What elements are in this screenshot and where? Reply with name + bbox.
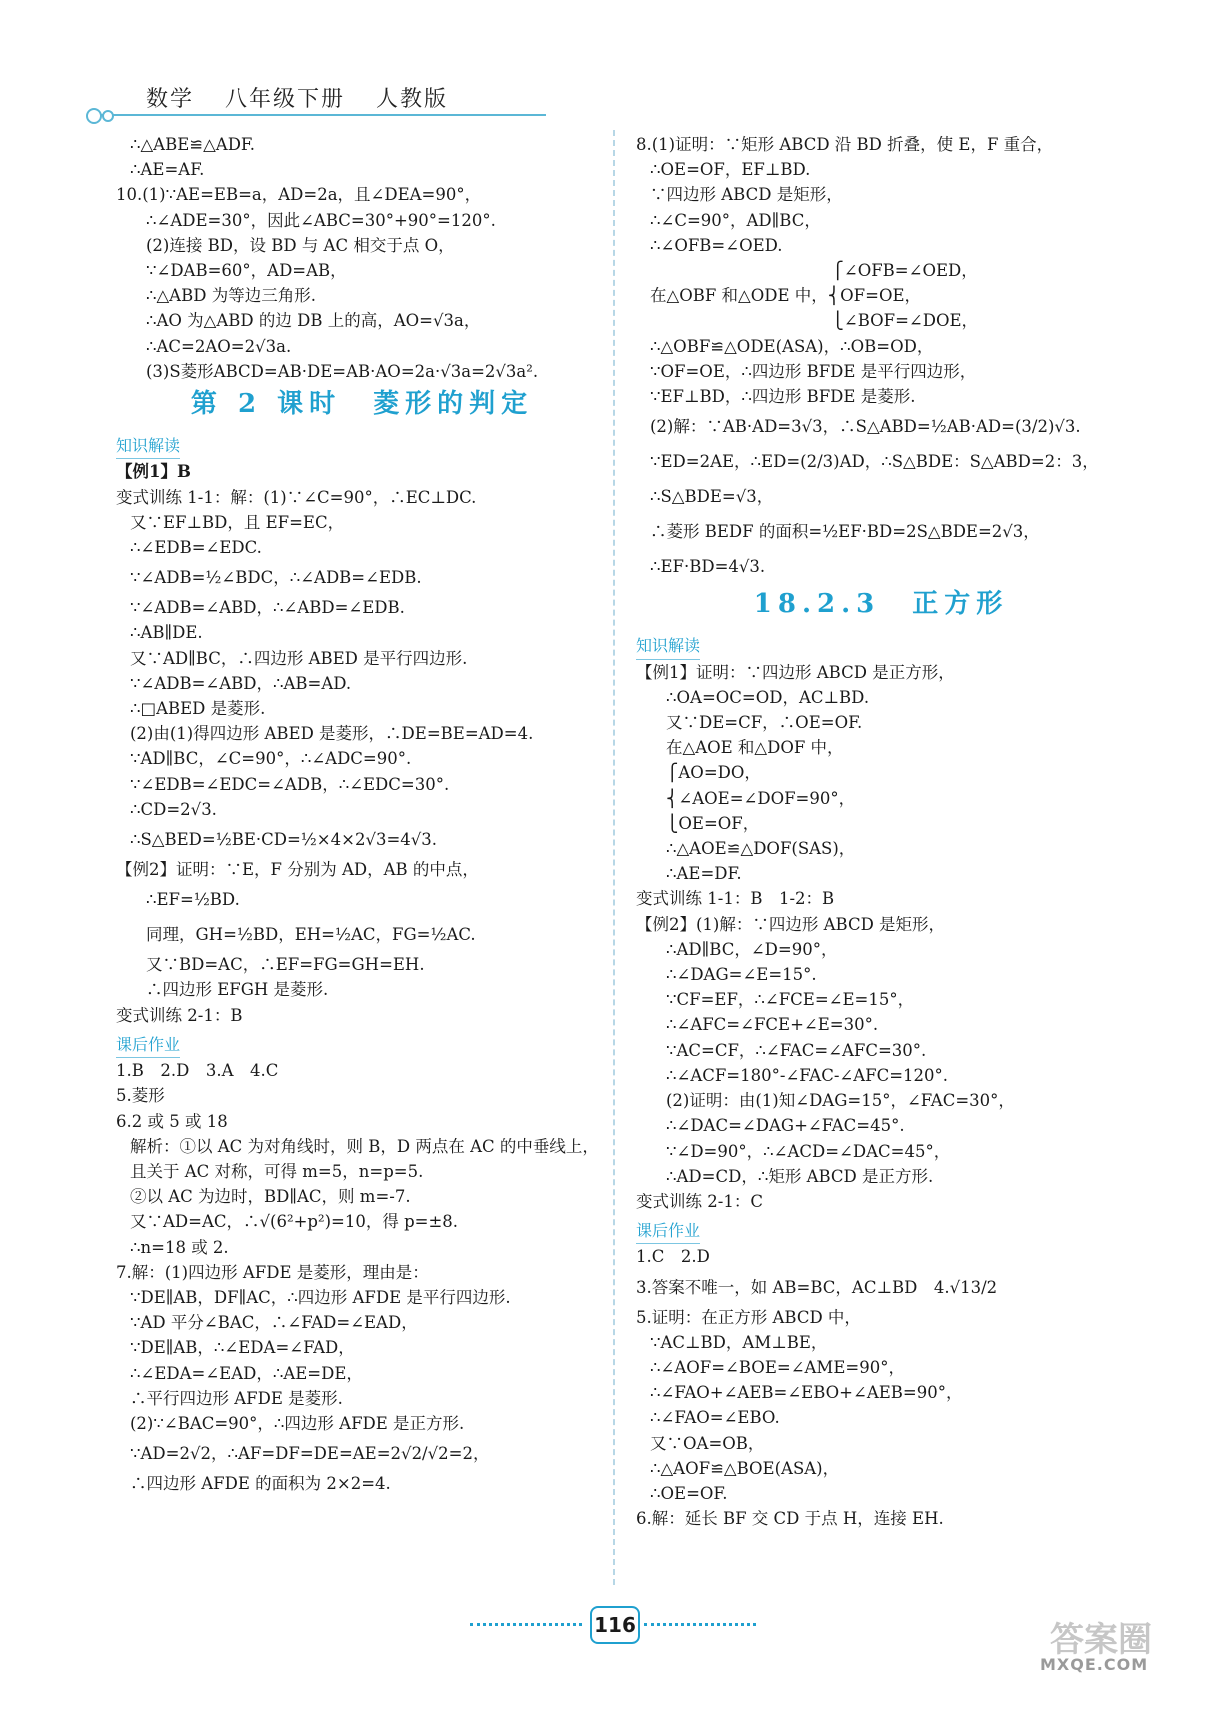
right-text-line: ∴菱形 BEDF 的面积=½EF·BD=2S△BDE=2√3，	[650, 522, 1040, 542]
left-text-line: 7.解：(1)四边形 AFDE 是菱形，理由是：	[116, 1262, 429, 1282]
left-text-line: 又∵BD=AC，∴EF=FG=GH=EH.	[146, 955, 425, 975]
left-text-line: ∴四边形 EFGH 是菱形.	[146, 980, 329, 1000]
header-rule	[96, 114, 546, 116]
right-text-line: ∴∠DAG=∠E=15°.	[666, 965, 817, 985]
right-section-title: 18.2.3 正方形	[753, 589, 1009, 620]
header-subject: 数学	[146, 87, 195, 112]
left-text-line: ∴∠EDA=∠EAD，∴AE=DE，	[130, 1363, 363, 1383]
left-text-line: ∴CD=2√3.	[130, 799, 217, 819]
right-text-line: ∴∠FAO=∠EBO.	[650, 1408, 780, 1428]
right-text-line: ∴∠OFB=∠OED.	[650, 235, 783, 255]
right-text-line: ∴△AOF≌△BOE(ASA)，	[650, 1458, 840, 1478]
right-text-line: ∴△AOE≌△DOF(SAS)，	[666, 839, 856, 859]
right-text-line: ∴∠DAC=∠DAG+∠FAC=45°.	[666, 1116, 905, 1136]
left-text-line: ∴△ABD 为等边三角形.	[146, 286, 316, 306]
page-number-dots-left	[470, 1623, 582, 1626]
right-text-line: ∴AD=CD，∴矩形 ABCD 是正方形.	[666, 1166, 934, 1186]
left-text-line: ∴∠ADE=30°，因此∠ABC=30°+90°=120°.	[146, 210, 496, 230]
left-text-line: ∵∠DAB=60°，AD=AB，	[146, 261, 347, 281]
right-text-line: ⎩OE=OF，	[666, 813, 760, 833]
right-text-line: ∵OF=OE，∴四边形 BFDE 是平行四边形，	[650, 361, 977, 381]
left-text-line: 又∵AD∥BC，∴四边形 ABED 是平行四边形.	[130, 648, 468, 668]
left-text-line: ∵DE∥AB，DF∥AC，∴四边形 AFDE 是平行四边形.	[130, 1287, 511, 1307]
left-text-line: 变式训练 2-1：B	[116, 1005, 243, 1025]
header-grade: 八年级下册	[225, 87, 346, 112]
left-text-line: ∵∠EDB=∠EDC=∠ADB，∴∠EDC=30°.	[130, 774, 450, 794]
right-text-line: 在△AOE 和△DOF 中，	[666, 738, 844, 758]
left-text-line: 5.菱形	[116, 1086, 165, 1106]
page-number-dots-right	[644, 1623, 756, 1626]
left-text-line: 解析：①以 AC 为对角线时，则 B，D 两点在 AC 的中垂线上，	[130, 1136, 599, 1156]
left-text-line: ∴AE=AF.	[130, 160, 205, 180]
right-section-label-row	[636, 1214, 1126, 1244]
right-text-line: 8.(1)证明：∵矩形 ABCD 沿 BD 折叠，使 E，F 重合，	[636, 135, 1054, 154]
left-text-line: ∵AD 平分∠BAC，∴∠FAD=∠EAD，	[130, 1313, 418, 1333]
page-header	[146, 82, 470, 113]
left-text-line: (2)∵∠BAC=90°，∴四边形 AFDE 是正方形.	[130, 1413, 465, 1433]
header-edition: 人教版	[376, 87, 449, 112]
left-text-line: 又∵EF⊥BD，且 EF=EC，	[130, 512, 345, 532]
left-text-line: ∴n=18 或 2.	[130, 1237, 229, 1257]
left-text-line: 变式训练 1-1：解：(1)∵∠C=90°，∴EC⊥DC.	[116, 487, 477, 507]
left-text-line: ∵∠ADB=½∠BDC，∴∠ADB=∠EDB.	[130, 568, 422, 588]
right-text-line: ∴∠FAO+∠AEB=∠EBO+∠AEB=90°，	[650, 1383, 963, 1403]
right-text-line: ∴OE=OF，EF⊥BD.	[650, 160, 811, 180]
right-text-line: 又∵OA=OB，	[650, 1433, 765, 1453]
right-text-line: ∴EF·BD=4√3.	[650, 557, 766, 577]
left-text-line: 又∵AD=AC，∴√(6²+p²)=10，得 p=±8.	[130, 1212, 459, 1232]
right-text-line: ∵AC⊥BD，AM⊥BE，	[650, 1332, 828, 1352]
left-text-line: 1.B 2.D 3.A 4.C	[116, 1061, 279, 1081]
right-text-line: 变式训练 2-1：C	[636, 1191, 763, 1211]
left-text-line: ∴△ABE≌△ADF.	[130, 135, 256, 154]
left-text-line: ∵AD=2√2，∴AF=DF=DE=AE=2√2/√2=2，	[130, 1444, 490, 1464]
right-section-label-row	[636, 629, 1126, 659]
left-text-line: ∴EF=½BD.	[146, 890, 240, 910]
right-text-line: 又∵DE=CF，∴OE=OF.	[666, 713, 863, 733]
left-text-line: 10.(1)∵AE=EB=a，AD=2a，且∠DEA=90°，	[116, 185, 482, 205]
left-section-label-row	[116, 1028, 608, 1058]
right-text-line: ∵ED=2AE，∴ED=(2/3)AD，∴S△BDE：S△ABD=2：3，	[650, 452, 1099, 472]
right-section-label: 课后作业	[636, 1218, 700, 1244]
page-number: 116	[590, 1606, 640, 1644]
left-text-line: 且关于 AC 对称，可得 m=5，n=p=5.	[130, 1161, 424, 1181]
right-text-line: ∴∠AFC=∠FCE+∠E=30°.	[666, 1015, 879, 1035]
right-text-line: ∴∠AOF=∠BOE=∠AME=90°，	[650, 1357, 905, 1377]
left-text-line: ∴四边形 AFDE 的面积为 2×2=4.	[130, 1474, 391, 1494]
right-text-line: 变式训练 1-1：B 1-2：B	[636, 889, 835, 909]
left-text-line: ∵DE∥AB，∴∠EDA=∠FAD，	[130, 1338, 355, 1358]
column-divider	[613, 130, 615, 1585]
right-text-line: 【例1】证明：∵四边形 ABCD 是正方形，	[636, 662, 955, 682]
header-circle-decoration	[86, 108, 102, 124]
left-text-line: 【例1】B	[116, 462, 191, 482]
right-text-line: ∵AC=CF，∴∠FAC=∠AFC=30°.	[666, 1040, 927, 1060]
right-text-line: ∴AD∥BC，∠D=90°，	[666, 939, 838, 959]
right-text-line: ∴OE=OF.	[650, 1483, 728, 1503]
left-text-line: 同理，GH=½BD，EH=½AC，FG=½AC.	[146, 925, 476, 945]
right-text-line: 5.证明：在正方形 ABCD 中，	[636, 1307, 861, 1327]
left-text-line: ∴AO 为△ABD 的边 DB 上的高，AO=√3a，	[146, 311, 481, 331]
right-text-line: ∴∠ACF=180°-∠FAC-∠AFC=120°.	[666, 1065, 949, 1085]
right-text-line: (2)证明：由(1)知∠DAG=15°，∠FAC=30°，	[666, 1091, 1015, 1111]
left-text-line: ∵∠ADB=∠ABD，∴∠ABD=∠EDB.	[130, 598, 405, 618]
right-text-line: 在△OBF 和△ODE 中，⎨OF=OE，	[650, 286, 922, 306]
right-text-line: ∴∠C=90°，AD∥BC，	[650, 210, 821, 230]
right-text-line: 【例2】(1)解：∵四边形 ABCD 是矩形，	[636, 914, 946, 934]
watermark-logo: 答案圈	[1050, 1620, 1152, 1660]
left-text-line: ∴AC=2AO=2√3a.	[146, 336, 292, 356]
left-text-line: ②以 AC 为边时，BD∥AC，则 m=-7.	[130, 1187, 411, 1207]
left-text-line: (2)连接 BD，设 BD 与 AC 相交于点 O，	[146, 235, 455, 255]
left-column	[116, 132, 608, 1496]
left-text-line: ∵AD∥BC，∠C=90°，∴∠ADC=90°.	[130, 749, 412, 769]
left-text-line: 【例2】证明：∵E，F 分别为 AD，AB 的中点，	[116, 860, 479, 880]
right-section-label: 知识解读	[636, 633, 700, 659]
left-text-line: ∵∠ADB=∠ABD，∴AB=AD.	[130, 673, 352, 693]
right-text-line: ∴OA=OC=OD，AC⊥BD.	[666, 687, 870, 707]
left-text-line: (3)S菱形ABCD=AB·DE=AB·AO=2a·√3a=2√3a².	[146, 361, 539, 381]
left-text-line: ∴AB∥DE.	[130, 623, 203, 643]
right-text-line: ⎨∠AOE=∠DOF=90°，	[666, 788, 856, 808]
left-text-line: ∴平行四边形 AFDE 是菱形.	[130, 1388, 343, 1408]
right-text-line: 1.C 2.D	[636, 1247, 710, 1267]
left-section-label: 课后作业	[116, 1032, 180, 1058]
right-text-line: ⎧AO=DO，	[666, 763, 761, 783]
right-text-line: ∵四边形 ABCD 是矩形，	[650, 185, 843, 205]
right-text-line: 3.答案不唯一，如 AB=BC，AC⊥BD 4.√13/2	[636, 1277, 998, 1297]
left-section-label-row	[116, 429, 608, 459]
right-text-line: (2)解：∵AB·AD=3√3，∴S△ABD=½AB·AD=(3/2)√3.	[650, 417, 1081, 437]
right-text-line: ⎧∠OFB=∠OED，	[650, 261, 978, 281]
left-text-line: (2)由(1)得四边形 ABED 是菱形，∴DE=BE=AD=4.	[130, 724, 534, 744]
watermark-text: MXQE.COM	[1040, 1655, 1149, 1674]
right-text-line: ∴S△BDE=√3，	[650, 487, 774, 507]
right-text-line: ∵∠D=90°，∴∠ACD=∠DAC=45°，	[666, 1141, 951, 1161]
right-column	[636, 132, 1126, 1531]
left-text-line: ∴S△BED=½BE·CD=½×4×2√3=4√3.	[130, 830, 438, 850]
right-text-line: ∵EF⊥BD，∴四边形 BFDE 是菱形.	[650, 387, 916, 407]
right-text-line: 6.解：延长 BF 交 CD 于点 H，连接 EH.	[636, 1509, 944, 1529]
right-text-line: ⎩∠BOF=∠DOE，	[650, 311, 979, 331]
right-text-line: ∴△OBF≌△ODE(ASA)，∴OB=OD，	[650, 336, 934, 356]
header-circle-decoration	[102, 110, 114, 122]
left-section-label: 知识解读	[116, 433, 180, 459]
right-text-line: ∴AE=DF.	[666, 864, 742, 884]
left-text-line: ∴∠EDB=∠EDC.	[130, 538, 262, 558]
left-text-line: ∴□ABED 是菱形.	[130, 699, 266, 719]
left-text-line: 6.2 或 5 或 18	[116, 1111, 228, 1131]
left-section-title: 第 2 课时 菱形的判定	[190, 389, 534, 420]
right-text-line: ∵CF=EF，∴∠FCE=∠E=15°，	[666, 990, 915, 1010]
